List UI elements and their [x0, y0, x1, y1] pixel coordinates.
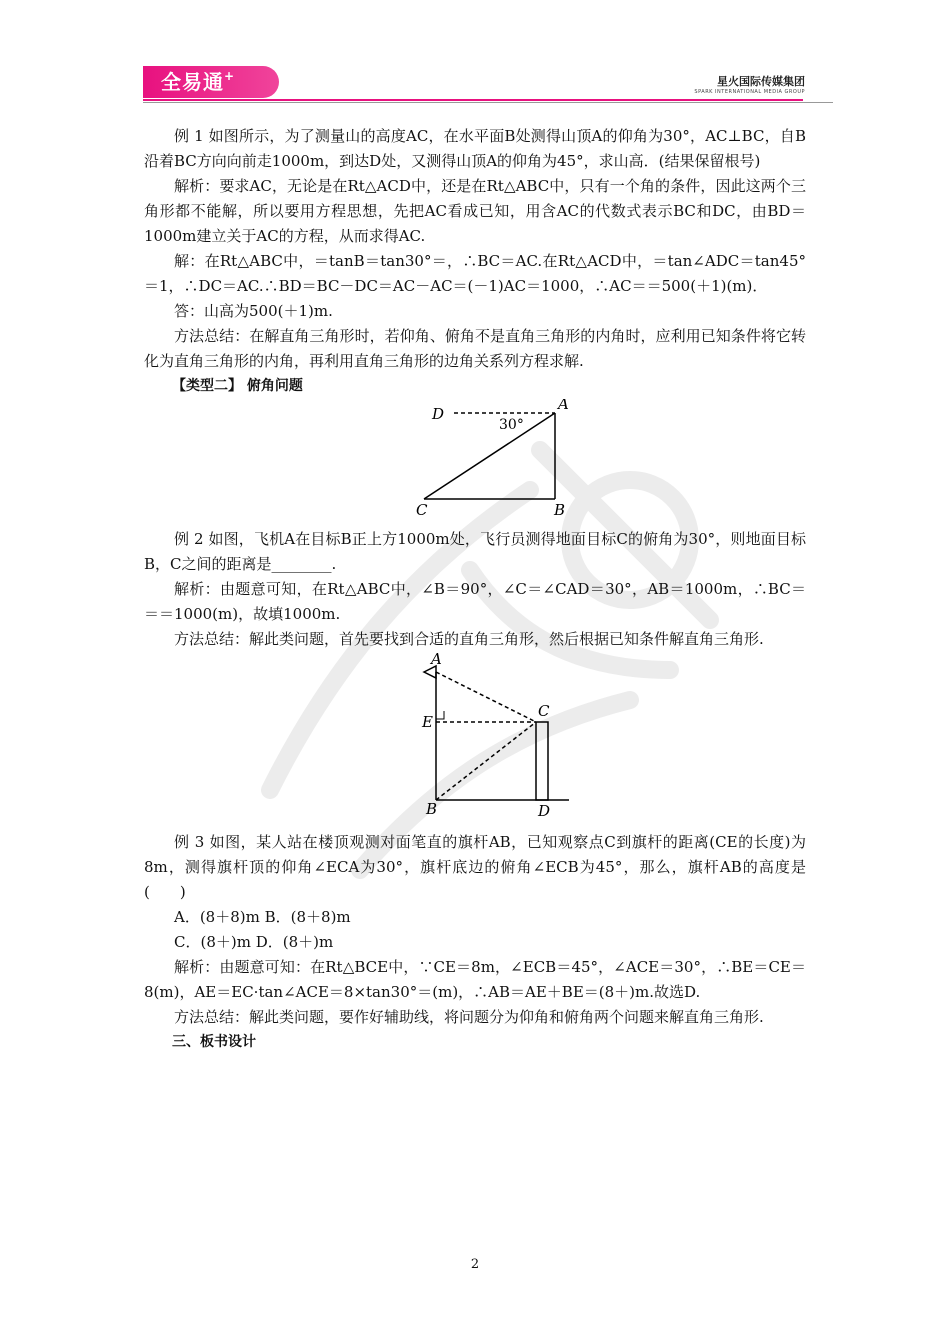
- example-2: 例 2 如图，飞机A在目标B正上方1000m处，飞行员测得地面目标C的俯角为30°，则地面目标B，C之间的距离是________.: [144, 530, 806, 573]
- logo-text: 全易通: [161, 70, 224, 94]
- fig2-label-a: A: [431, 652, 442, 668]
- fig1-label-d: D: [432, 405, 445, 423]
- logo-star: +: [224, 69, 236, 83]
- section-type-two: 【类型二】 俯角问题: [172, 378, 303, 394]
- page-number: 2: [470, 1257, 480, 1272]
- fig2-label-e: E: [422, 713, 433, 731]
- brand-cn: 星火国际传媒集团: [717, 75, 805, 88]
- example-1-answer: 答：山高为500(＋1)m.: [174, 302, 333, 320]
- figure-2: [144, 652, 806, 822]
- fig2-label-d: D: [538, 802, 551, 820]
- fig1-label-c: C: [416, 501, 428, 519]
- example-3-analysis: 解析：由题意可知：在Rt△BCE中，∵CE＝8m，∠ECB＝45°，∠ACE＝30°，∴BE＝CE＝8(m)，AE＝EC·tan∠ACE＝8×tan30°＝(m)，∴AB＝AE＋BE＝(8＋)m.故选D.: [144, 958, 806, 1001]
- header-rule-grey: [143, 102, 833, 103]
- example-3: 例 3 如图，某人站在楼顶观测对面笔直的旗杆AB，已知观察点C到旗杆的距离(CE的长度)为8m，测得旗杆顶的仰角∠ECA为30°，旗杆底边的俯角∠ECB为45°，那么，旗杆AB的高度是( ): [144, 833, 806, 901]
- figure-1: [144, 399, 806, 519]
- example-1-summary: 方法总结：在解直角三角形时，若仰角、俯角不是直角三角形的内角时，应利用已知条件将它转化为直角三角形的内角，再利用直角三角形的边角关系列方程求解.: [144, 327, 806, 370]
- fig2-right-angle: [436, 711, 444, 719]
- example-2-analysis: 解析：由题意可知，在Rt△ABC中，∠B＝90°，∠C＝∠CAD＝30°，AB＝1000m，∴BC＝＝＝1000(m)，故填1000m.: [144, 580, 806, 623]
- example-1-solution: 解：在Rt△ABC中，＝tanB＝tan30°＝，∴BC＝AC.在Rt△ACD中，＝tan∠ADC＝tan45°＝1，∴DC＝AC.∴BD＝BC－DC＝AC－AC＝(－1)AC＝1000，∴AC＝＝500(＋1)(m)．: [144, 252, 806, 295]
- logo: [143, 66, 279, 98]
- fig1-angle: 30°: [499, 417, 524, 433]
- fig2-building: [536, 722, 548, 800]
- example-2-summary: 方法总结：解此类问题，首先要找到合适的直角三角形，然后根据已知条件解直角三角形.: [174, 630, 764, 648]
- section-board-design: 三、板书设计: [172, 1034, 256, 1050]
- page-header: [0, 0, 950, 110]
- fig2-label-b: B: [426, 800, 438, 818]
- example-3-summary: 方法总结：解此类问题，要作好辅助线，将问题分为仰角和俯角两个问题来解直角三角形.: [174, 1008, 764, 1026]
- example-1: 例 1 如图所示，为了测量山的高度AC，在水平面B处测得山顶A的仰角为30°，AC⊥BC，自B沿着BC方向向前走1000m，到达D处，又测得山顶A的仰角为45°，求山高．(结果保留根号): [144, 127, 806, 170]
- example-3-options-ab: A．(8＋8)m B．(8＋8)m: [174, 908, 351, 926]
- example-3-options-cd: C．(8＋)m D．(8＋)m: [174, 933, 334, 951]
- brand: [694, 73, 805, 95]
- content: [144, 124, 806, 1055]
- fig2-label-c: C: [538, 702, 550, 720]
- fig2-line-cb: [436, 722, 536, 800]
- fig1-label-b: B: [554, 501, 566, 519]
- fig1-label-a: A: [558, 399, 569, 413]
- example-1-analysis: 解析：要求AC，无论是在Rt△ACD中，还是在Rt△ABC中，只有一个角的条件，因此这两个三角形都不能解，所以要用方程思想，先把AC看成已知，用含AC的代数式表示BC和DC，由BD＝1000m建立关于AC的方程，从而求得AC.: [144, 177, 806, 245]
- fig2-line-ca: [436, 672, 536, 722]
- brand-en: SPARK INTERNATIONAL MEDIA GROUP: [694, 89, 805, 95]
- header-rule-pink: [143, 99, 803, 101]
- fig1-line-ca: [424, 413, 555, 499]
